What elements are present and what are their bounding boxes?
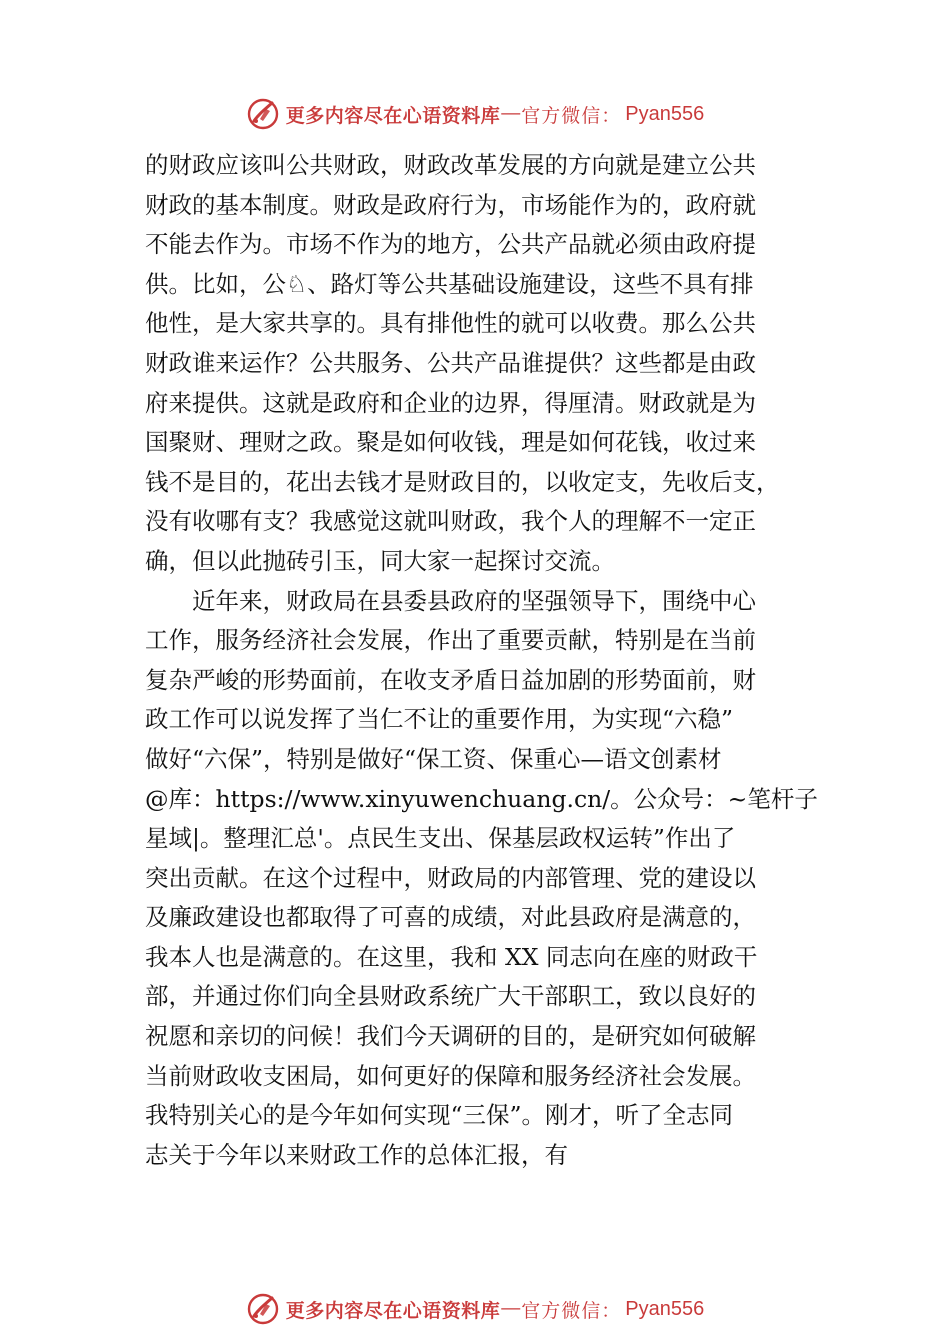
text-line: 工作，服务经济社会发展，作出了重要贡献，特别是在当前 [145,626,756,655]
header-site-text: 更多内容尽在心语资料库 [285,104,501,127]
text-line: 祝愿和亲切的问候！我们今天调研的目的，是研究如何破解 [145,1022,756,1051]
pen-circle-logo-icon [246,1292,280,1326]
paragraph-2 [145,582,818,1176]
pen-circle-logo-icon [246,97,280,131]
text-line: 国聚财、理财之政。聚是如何收钱，理是如何花钱，收过来 [145,428,756,457]
header-banner [0,94,950,134]
text-line: 当前财政收支困局，如何更好的保障和服务经济社会发展。 [145,1061,756,1090]
footer-wechat-id: Pyan556 [625,1297,705,1320]
header-dash: — [501,103,521,124]
text-line: 他性，是大家共享的。具有排他性的就可以收费。那么公共 [145,309,756,338]
text-line: 没有收哪有支？我感觉这就叫财政，我个人的理解不一定正 [145,507,756,536]
header-official-label: 官方微信： [521,104,622,127]
text-line: 不能去作为。市场不作为的地方，公共产品就必须由政府提 [145,230,756,259]
text-line: 我本人也是满意的。在这里，我和 XX 同志向在座的财政干 [145,942,758,971]
text-line: 及廉政建设也都取得了可喜的成绩，对此县政府是满意的， [145,903,756,932]
document-body [145,146,818,1175]
footer-dash: — [501,1298,521,1319]
text-line: 确，但以此抛砖引玉，同大家一起探讨交流。 [145,546,615,575]
header-banner-inner [246,97,705,131]
text-line: 政工作可以说发挥了当仁不让的重要作用，为实现“六稳” [145,705,734,734]
text-line: 我特别关心的是今年如何实现“三保”。刚才，听了全志同 [145,1101,734,1130]
footer-banner-inner [246,1292,705,1326]
text-line: 的财政应该叫公共财政，财政改革发展的方向就是建立公共 [145,151,756,179]
text-line: 志关于今年以来财政工作的总体汇报，有 [145,1140,568,1169]
text-line: 供。比如，公♘、路灯等公共基础设施建设，这些不具有排 [145,269,754,298]
text-line: 复杂严峻的形势面前，在收支矛盾日益加剧的形势面前，财 [145,665,756,694]
text-line: 突出贡献。在这个过程中，财政局的内部管理、党的建设以 [145,863,756,892]
text-line: 钱不是目的，花出去钱才是财政目的，以收定支，先收后支， [145,467,780,496]
text-line: 做好“六保”，特别是做好“保工资、保重心—语文创素材 [145,744,722,773]
text-line: 财政谁来运作？公共服务、公共产品谁提供？这些都是由政 [145,348,756,377]
text-line: 星域|。整理汇总'。点民生支出、保基层政权运转”作出了 [145,824,736,853]
text-line: 府来提供。这就是政府和企业的边界，得厘清。财政就是为 [145,388,756,417]
text-line-indented: 近年来，财政局在县委县政府的坚强领导下，围绕中心 [192,586,756,615]
footer-banner [0,1289,950,1329]
text-line: 部，并通过你们向全县财政系统广大干部职工，致以良好的 [145,982,756,1011]
text-line: 财政的基本制度。财政是政府行为，市场能作为的，政府就 [145,190,756,219]
footer-official-label: 官方微信： [521,1299,622,1322]
footer-site-text: 更多内容尽在心语资料库 [285,1299,501,1322]
text-line: @库：https://www.xinyuwenchuang.cn/。公众号：~笔杆子 [145,784,818,813]
header-wechat-id: Pyan556 [625,102,705,125]
paragraph-1 [145,146,807,582]
